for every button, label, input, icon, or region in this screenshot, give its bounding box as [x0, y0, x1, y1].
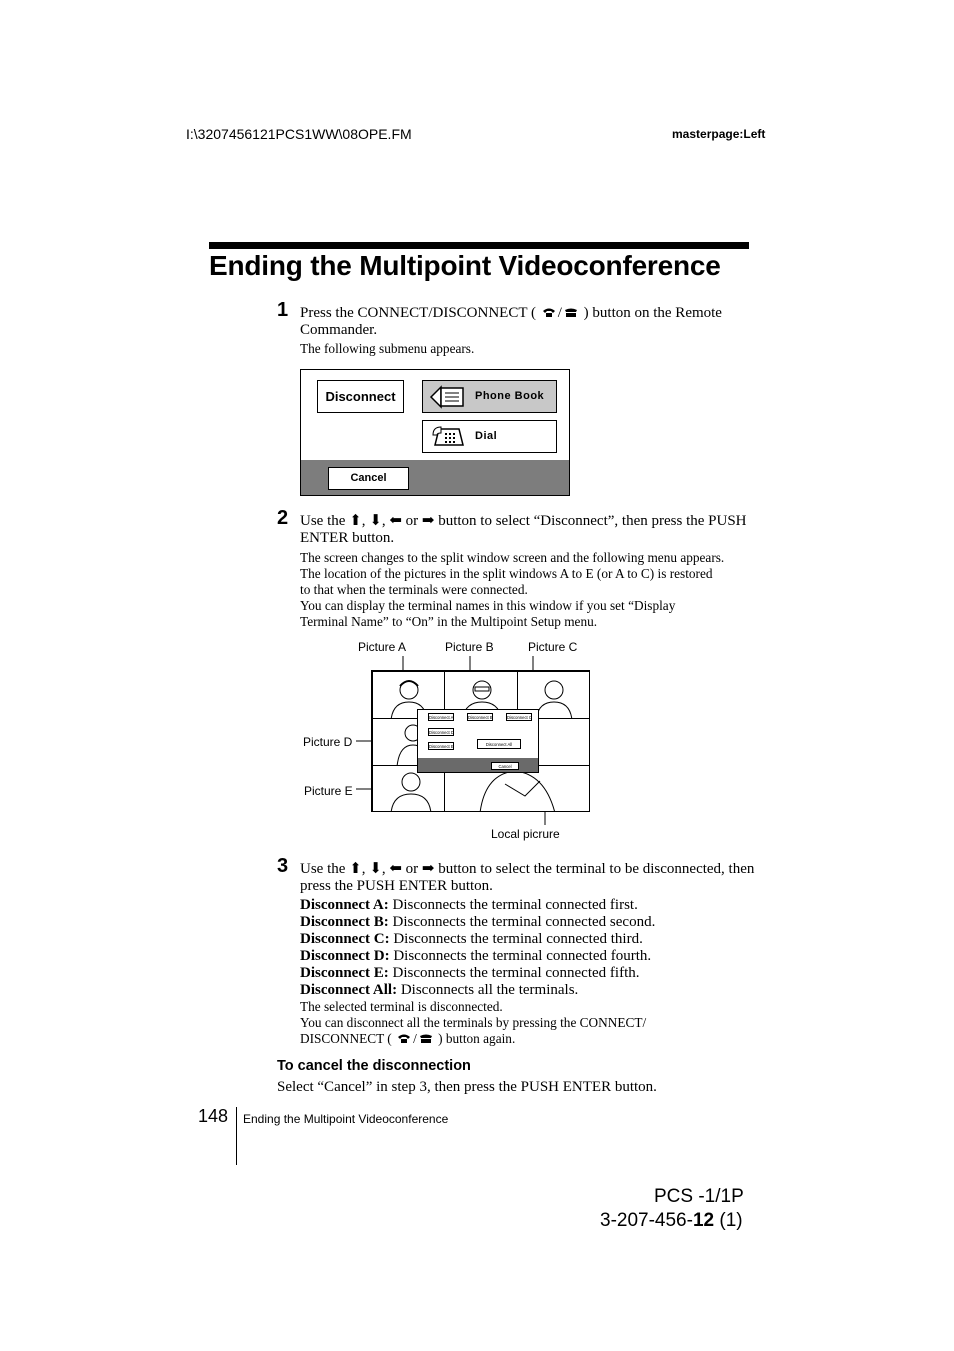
item-term: Disconnect E: [300, 965, 389, 981]
dial-button[interactable] [422, 420, 557, 453]
split-window-screen [371, 670, 590, 812]
footer-section: Ending the Multipoint Videoconference [243, 1112, 449, 1126]
step-3-note: DISCONNECT ( / ) button again. [300, 1031, 516, 1046]
step-2-note: to that when the terminals were connected. [300, 582, 528, 597]
disconnect-items-list [300, 897, 655, 999]
step-3-text-b: or [405, 861, 419, 877]
item-term: Disconnect B: [300, 914, 389, 930]
list-item [300, 982, 655, 999]
item-desc: Disconnects the terminal connected third. [393, 931, 643, 947]
step-1-text-c: Commander. [300, 322, 378, 338]
step-1-text: Press the CONNECT/DISCONNECT ( / ) button on the Remote Commander. [300, 305, 722, 338]
step-3-note3-b: ) button again. [438, 1031, 516, 1046]
step-1-text-a: Press the CONNECT/DISCONNECT ( [300, 305, 536, 321]
label-picture-c: Picture C [528, 640, 578, 654]
disconnect-phone-icon [564, 307, 578, 318]
step-3-number: 3 [277, 855, 289, 877]
label-picture-b: Picture B [445, 640, 494, 654]
list-item [300, 965, 655, 982]
list-item [300, 897, 655, 914]
item-desc: Disconnects all the terminals. [400, 982, 579, 998]
step-2-note: The screen changes to the split window screen and the following menu appears. [300, 550, 725, 565]
step-2-text-a: Use the [300, 513, 346, 529]
step-2-text: Use the ⬆, ⬇, ⬅ or ➡ button to select “Disconnect”, then press the PUSH ENTER button. [300, 513, 747, 546]
disconnect-c-button[interactable]: Disconnect C [507, 715, 532, 720]
dial-label: Dial [475, 430, 498, 442]
step-3-notes [300, 999, 750, 1047]
arrow-right-icon: ➡ [421, 513, 435, 529]
connect-phone-icon [397, 1033, 411, 1044]
footer-rule [236, 1107, 237, 1165]
item-desc: Disconnects the terminal connected fifth. [392, 965, 640, 981]
list-item [300, 948, 655, 965]
cancel-button[interactable]: Cancel [328, 467, 409, 490]
arrow-left-icon: ⬅ [389, 861, 402, 877]
list-item [300, 914, 655, 931]
model-code: PCS -1/1P [654, 1186, 744, 1207]
step-2-notes [300, 550, 760, 630]
phone-book-label: Phone Book [475, 390, 545, 402]
cancel-section-text: Select “Cancel” in step 3, then press the PUSH ENTER button. [277, 1079, 657, 1095]
header-masterpage: masterpage:Left [672, 127, 766, 141]
item-desc: Disconnects the terminal connected first. [392, 897, 638, 913]
step-2-text-c: button to select “Disconnect”, then press the PUSH [438, 513, 747, 529]
disconnect-b-button[interactable]: Disconnect B [468, 715, 493, 720]
step-3-text-d: press the PUSH ENTER button. [300, 878, 493, 894]
code-bold: 12 [692, 1210, 715, 1231]
step-3-text: Use the ⬆, ⬇, ⬅ or ➡ button to select the terminal to be disconnected, then press the PUSH ENTER button. [300, 861, 755, 894]
arrow-up-icon: ⬆ [349, 861, 362, 877]
step-2-number: 2 [277, 507, 289, 529]
step-2-text-d: ENTER button. [300, 530, 395, 546]
item-term: Disconnect All: [300, 982, 398, 998]
arrow-down-icon: ⬇ [369, 513, 382, 529]
phone-book-icon [429, 385, 465, 409]
code-prefix: 3-207-456- [600, 1210, 693, 1231]
step-2-note: You can display the terminal names in this window if you set “Display [300, 598, 676, 613]
disconnect-phone-icon [419, 1033, 433, 1044]
disconnect-all-button[interactable]: Disconnect All [477, 739, 521, 749]
arrow-up-icon: ⬆ [349, 513, 362, 529]
disconnect-overlay-menu [417, 709, 539, 773]
item-term: Disconnect D: [300, 948, 390, 964]
code-suffix: (1) [714, 1210, 743, 1231]
step-1-note: The following submenu appears. [300, 341, 475, 356]
document-code [600, 1210, 743, 1232]
header-file-path: I:\3207456121PCS1WW\08OPE.FM [186, 126, 412, 142]
cancel-section-heading: To cancel the disconnection [277, 1058, 471, 1074]
phone-book-button[interactable] [422, 380, 557, 413]
disconnect-button[interactable]: Disconnect [317, 380, 404, 413]
step-1-text-b: ) button on the Remote [583, 305, 722, 321]
page-title: Ending the Multipoint Videoconference [209, 250, 721, 281]
label-local-picture: Local picrure [491, 827, 560, 841]
list-item [300, 931, 655, 948]
item-term: Disconnect A: [300, 897, 389, 913]
step-3-note: The selected terminal is disconnected. [300, 999, 503, 1014]
step-3-text-a: Use the [300, 861, 346, 877]
connect-phone-icon [542, 307, 556, 318]
page-number: 148 [198, 1106, 229, 1126]
connect-submenu [300, 369, 570, 496]
item-desc: Disconnects the terminal connected fourth. [393, 948, 652, 964]
empty-window [538, 718, 590, 766]
step-3-note: You can disconnect all the terminals by pressing the CONNECT/ [300, 1015, 647, 1030]
label-picture-d: Picture D [303, 735, 353, 749]
step-3-text-c: button to select the terminal to be disconnected, then [438, 861, 755, 877]
disconnect-a-button[interactable]: Disconnect A [429, 715, 454, 720]
step-2-note: Terminal Name” to “On” in the Multipoint Setup menu. [300, 614, 598, 629]
arrow-down-icon: ⬇ [369, 861, 382, 877]
overlay-bottom-bar [418, 758, 538, 772]
label-picture-a: Picture A [358, 640, 407, 654]
overlay-cancel-button[interactable]: Cancel [491, 762, 519, 770]
item-desc: Disconnects the terminal connected second. [392, 914, 656, 930]
step-2-text-b: or [405, 513, 419, 529]
label-picture-e: Picture E [304, 784, 353, 798]
step-1-number: 1 [277, 299, 289, 321]
dial-phone-icon [429, 425, 465, 449]
arrow-left-icon: ⬅ [389, 513, 402, 529]
step-2-note: The location of the pictures in the split windows A to E (or A to C) is restored [300, 566, 713, 581]
item-term: Disconnect C: [300, 931, 390, 947]
disconnect-e-button[interactable]: Disconnect E [429, 744, 454, 749]
disconnect-d-button[interactable]: Disconnect D [429, 730, 454, 735]
step-3-note3-a: DISCONNECT ( [300, 1031, 392, 1046]
arrow-right-icon: ➡ [421, 861, 435, 877]
title-rule [209, 242, 749, 249]
